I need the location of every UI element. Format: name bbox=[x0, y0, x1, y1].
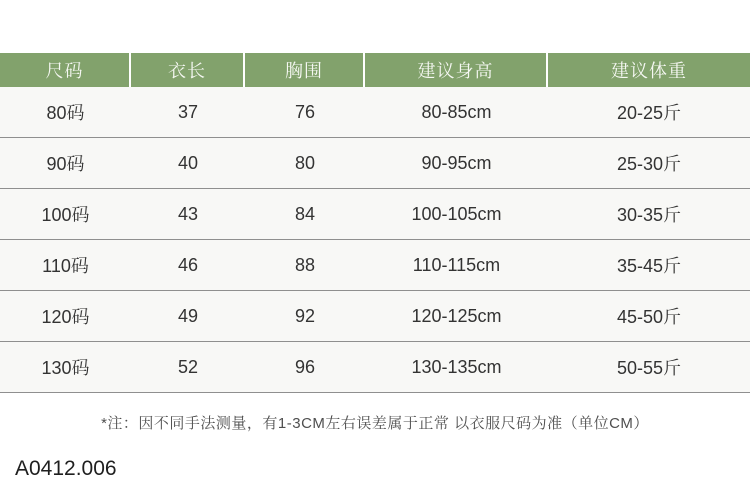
cell-height: 130-135cm bbox=[411, 356, 502, 377]
table-row bbox=[0, 87, 750, 138]
cell-size: 80码 bbox=[46, 103, 85, 123]
cell-size: 90码 bbox=[46, 154, 85, 174]
measurement-note: *注：因不同手法测量，有1-3CM左右误差属于正常 以衣服尺码为准（单位CM） bbox=[101, 415, 649, 432]
cell-height: 100-105cm bbox=[411, 203, 502, 224]
product-code: A0412.006 bbox=[15, 457, 177, 481]
cell-height: 80-85cm bbox=[421, 101, 492, 122]
cell-chest: 92 bbox=[294, 305, 316, 326]
header-chest: 胸围 bbox=[245, 53, 365, 87]
cell-length: 40 bbox=[177, 152, 199, 173]
cell-height: 110-115cm bbox=[412, 254, 501, 275]
table-row bbox=[0, 291, 750, 342]
cell-size: 110码 bbox=[42, 256, 89, 276]
header-size: 尺码 bbox=[0, 53, 131, 87]
cell-weight: 30-35斤 bbox=[616, 205, 682, 225]
cell-size: 130码 bbox=[41, 358, 90, 378]
cell-weight: 45-50斤 bbox=[616, 307, 682, 327]
cell-size: 100码 bbox=[41, 205, 90, 225]
cell-length: 43 bbox=[177, 203, 199, 224]
cell-weight: 50-55斤 bbox=[616, 358, 682, 378]
cell-weight: 25-30斤 bbox=[616, 154, 682, 174]
cell-length: 46 bbox=[177, 254, 199, 275]
table-body bbox=[0, 87, 750, 393]
cell-chest: 96 bbox=[294, 356, 316, 377]
table-row bbox=[0, 189, 750, 240]
header-weight: 建议体重 bbox=[611, 61, 687, 81]
cell-length: 49 bbox=[177, 305, 199, 326]
table-row bbox=[0, 342, 750, 393]
cell-chest: 84 bbox=[294, 203, 316, 224]
cell-length: 52 bbox=[177, 356, 199, 377]
cell-weight: 35-45斤 bbox=[616, 256, 682, 276]
size-chart-table bbox=[0, 53, 750, 393]
cell-chest: 88 bbox=[294, 254, 316, 275]
cell-weight: 20-25斤 bbox=[616, 103, 682, 123]
table-row bbox=[0, 240, 750, 291]
table-row bbox=[0, 138, 750, 189]
header-height: 建议身高 bbox=[365, 53, 548, 87]
cell-chest: 80 bbox=[294, 152, 316, 173]
cell-height: 120-125cm bbox=[411, 305, 502, 326]
header-length: 衣长 bbox=[131, 53, 245, 87]
cell-length: 37 bbox=[177, 101, 199, 122]
table-header-row bbox=[0, 53, 750, 87]
cell-size: 120码 bbox=[41, 307, 90, 327]
cell-height: 90-95cm bbox=[421, 152, 492, 173]
cell-chest: 76 bbox=[294, 101, 316, 122]
